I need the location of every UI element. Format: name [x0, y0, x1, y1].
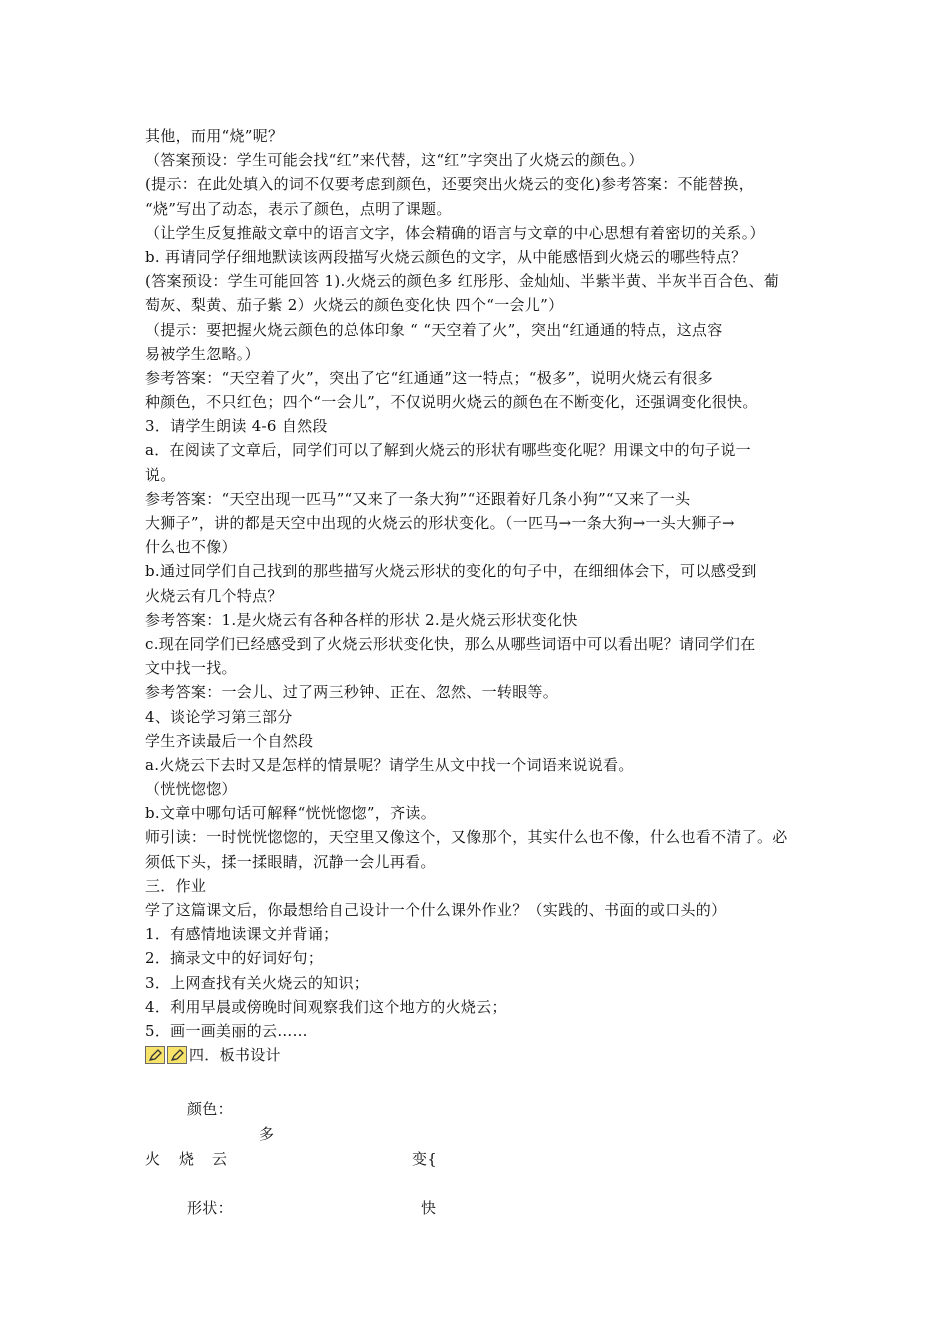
board-shape-label: 形状： — [187, 1199, 233, 1217]
text-line: 师引读：一时恍恍惚惚的，天空里又像这个，又像那个，其实什么也不像，什么也看不清了。必 — [145, 828, 788, 847]
text-line: 种颜色，不只红色；四个“一会儿”，不仅说明火烧云的颜色在不断变化，还强调变化很快。 — [145, 393, 758, 412]
board-word-duo: 多 — [259, 1125, 275, 1143]
text-line: 参考答案：1.是火烧云有各种各样的形状 2.是火烧云形状变化快 — [145, 610, 578, 629]
text-line: a．在阅读了文章后，同学们可以了解到火烧云的形状有哪些变化呢？用课文中的句子说一 — [145, 441, 751, 460]
text-line: 萄灰、梨黄、茄子紫 2）火烧云的颜色变化快 四个“一会儿”） — [145, 296, 564, 315]
text-line: (提示：在此处填入的词不仅要考虑到颜色，还要突出火烧云的变化)参考答案：不能替换， — [145, 175, 755, 194]
text-line: 5．画一画美丽的云…… — [145, 1021, 308, 1040]
text-line: 须低下头，揉一揉眼睛，沉静一会儿再看。 — [145, 852, 436, 871]
pencil-note-icon — [167, 1046, 187, 1064]
board-color-label: 颜色： — [187, 1100, 233, 1118]
text-line: 4．利用早晨或傍晚时间观察我们这个地方的火烧云； — [145, 997, 507, 1016]
text-line: 文中找一找。 — [145, 659, 237, 678]
text-line: 2．摘录文中的好词好句； — [145, 949, 324, 968]
board-char-yun: 云 — [212, 1150, 228, 1168]
text-line: 说。 — [145, 465, 176, 484]
text-line: 参考答案：“天空着了火”，突出了它“红通通”这一特点；“极多”，说明火烧云有很多 — [145, 368, 714, 387]
text-line: 1．有感情地读课文并背诵； — [145, 925, 339, 944]
text-line: 三．作业 — [145, 876, 207, 895]
board-design-heading: 四．板书设计 — [189, 1046, 281, 1065]
text-line: （恍恍惚惚） — [145, 780, 237, 799]
text-line: 大狮子”，讲的都是天空中出现的火烧云的形状变化。（一匹马→一条大狗→一头大狮子→ — [145, 514, 735, 532]
text-line: b.文章中哪句话可解释“恍恍惚惚”，齐读。 — [145, 804, 437, 823]
text-line: 火烧云有几个特点？ — [145, 586, 283, 605]
board-design-heading-row — [145, 1043, 810, 1067]
text-line: 其他，而用“烧”呢？ — [145, 127, 284, 145]
text-line: 参考答案：一会儿、过了两三秒钟、正在、忽然、一转眼等。 — [145, 683, 559, 702]
text-line: 学了这篇课文后，你最想给自己设计一个什么课外作业？（实践的、书面的或口头的） — [145, 901, 727, 919]
text-line: 易被学生忽略。） — [145, 344, 260, 363]
text-line: （答案预设：学生可能会找“红”来代替，这“红”字突出了火烧云的颜色。） — [145, 151, 644, 170]
text-line: 什么也不像） — [145, 538, 237, 557]
text-line: “烧”写出了动态，表示了颜色，点明了课题。 — [145, 199, 452, 218]
board-word-bian: 变{ — [412, 1150, 438, 1168]
text-line: 参考答案：“天空出现一匹马”“又来了一条大狗”“还跟着好几条小狗”“又来了一头 — [145, 489, 691, 508]
text-line: b. 再请同学仔细地默读该两段描写火烧云颜色的文字，从中能感悟到火烧云的哪些特点？ — [145, 247, 747, 266]
text-line: （提示：要把握火烧云颜色的总体印象 “ “天空着了火”，突出“红通通的特点，这点容 — [145, 320, 723, 339]
text-line: 4、谈论学习第三部分 — [145, 707, 293, 726]
pencil-note-icon — [145, 1046, 165, 1064]
text-line: a.火烧云下去时又是怎样的情景呢？请学生从文中找一个词语来说说看。 — [145, 755, 634, 774]
lesson-plan-text — [145, 124, 810, 1067]
text-line: 3．请学生朗读 4-6 自然段 — [145, 417, 328, 436]
text-line: 学生齐读最后一个自然段 — [145, 731, 314, 750]
text-line: b.通过同学们自己找到的那些描写火烧云形状的变化的句子中，在细细体会下，可以感受到 — [145, 562, 757, 581]
text-line: 3．上网查找有关火烧云的知识； — [145, 973, 370, 992]
text-line: c.现在同学们已经感受到了火烧云形状变化快，那么从哪些词语中可以看出呢？请同学们在 — [145, 634, 756, 653]
text-line: (答案预设：学生可能回答 1).火烧云的颜色多 红彤彤、金灿灿、半紫半黄、半灰半百合色、葡 — [145, 272, 780, 291]
text-line: （让学生反复推敲文章中的语言文字，体会精确的语言与文章的中心思想有着密切的关系。） — [145, 223, 765, 242]
board-char-huo: 火 — [145, 1150, 161, 1168]
board-char-shao: 烧 — [179, 1150, 195, 1168]
board-word-kuai: 快 — [421, 1199, 437, 1217]
